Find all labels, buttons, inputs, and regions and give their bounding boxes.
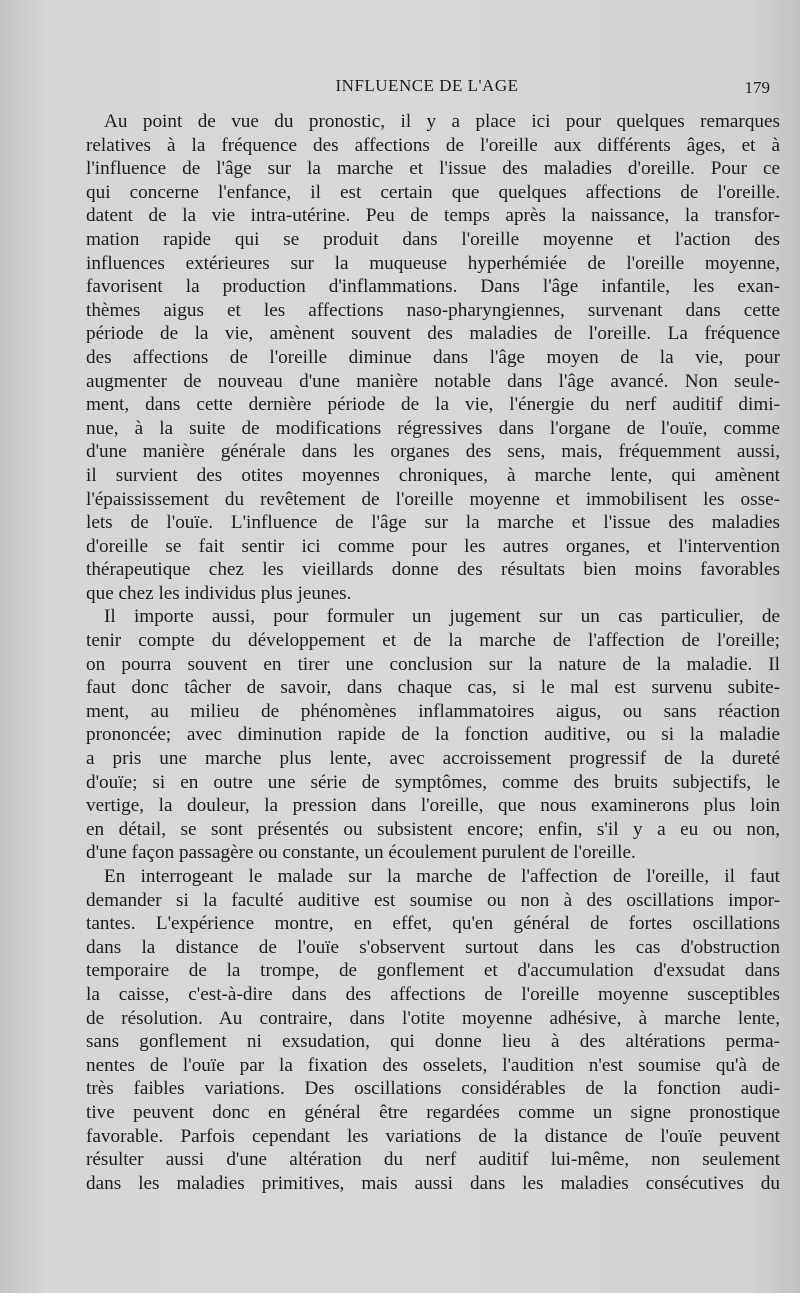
running-header bbox=[84, 74, 770, 102]
text-line: résulter aussi d'une altération du nerf auditif lui-même, non seulement bbox=[86, 1149, 780, 1171]
text-line: d'ouïe; si en outre une série de symptômes, comme des bruits subjectifs, le bbox=[86, 771, 780, 793]
text-line: de résolution. Au contraire, dans l'otite moyenne adhésive, à marche lente, bbox=[86, 1007, 780, 1029]
text-line: relatives à la fréquence des affections de l'oreille aux différents âges, et à bbox=[86, 134, 780, 156]
page-number: 179 bbox=[744, 78, 770, 97]
text-line: en détail, se sont présentés ou subsistent encore; enfin, s'il y a eu ou non, bbox=[86, 818, 780, 840]
text-line: mation rapide qui se produit dans l'oreille moyenne et l'action des bbox=[86, 228, 780, 250]
text-line: tantes. L'expérience montre, en effet, qu'en général de fortes oscillations bbox=[86, 913, 780, 935]
text-line: tive peuvent donc en général être regardées comme un signe pronostique bbox=[86, 1101, 780, 1123]
text-line: dans les maladies primitives, mais aussi dans les maladies consécutives du bbox=[86, 1172, 780, 1194]
text-line: Il importe aussi, pour formuler un jugement sur un cas particulier, de bbox=[104, 606, 780, 628]
text-line: période de la vie, amènent souvent des maladies de l'oreille. La fréquence bbox=[86, 323, 780, 345]
text-line: que chez les individus plus jeunes. bbox=[86, 582, 352, 604]
text-line: influences extérieures sur la muqueuse hyperhémiée de l'oreille moyenne, bbox=[86, 252, 780, 274]
text-line: des affections de l'oreille diminue dans l'âge moyen de la vie, pour bbox=[86, 346, 780, 368]
text-line: faut donc tâcher de savoir, dans chaque cas, si le mal est survenu subite- bbox=[86, 677, 780, 699]
text-line: qui concerne l'enfance, il est certain que quelques affections de l'oreille. bbox=[86, 181, 780, 203]
text-line: sans gonflement ni exsudation, qui donne lieu à des altérations perma- bbox=[86, 1031, 780, 1053]
text-line: lets de l'ouïe. L'influence de l'âge sur la marche et l'issue des maladies bbox=[86, 512, 780, 534]
text-line: la caisse, c'est-à-dire dans des affections de l'oreille moyenne susceptibles bbox=[86, 983, 780, 1005]
text-line: l'épaississement du revêtement de l'oreille moyenne et immobilisent les osse- bbox=[86, 488, 780, 510]
text-line: En interrogeant le malade sur la marche de l'affection de l'oreille, il faut bbox=[104, 866, 780, 887]
text-line: prononcée; avec diminution rapide de la fonction auditive, ou si la maladie bbox=[86, 724, 780, 746]
text-line: l'influence de l'âge sur la marche et l'issue des maladies d'oreille. Pour ce bbox=[86, 158, 780, 180]
text-line: datent de la vie intra-utérine. Peu de temps après la naissance, la transfor- bbox=[86, 205, 780, 227]
text-line: nue, à la suite de modifications régressives dans l'organe de l'ouïe, comme bbox=[86, 417, 780, 439]
text-line: thérapeutique chez les vieillards donne des résultats bien moins favorables bbox=[86, 559, 780, 581]
text-line: a pris une marche plus lente, avec accroissement progressif de la dureté bbox=[86, 748, 780, 770]
text-line: très faibles variations. Des oscillations considérables de la fonction audi- bbox=[86, 1078, 780, 1100]
text-line: tenir compte du développement et de la marche de l'affection de l'oreille; bbox=[86, 630, 780, 652]
text-line: Au point de vue du pronostic, il y a place ici pour quelques remarques bbox=[104, 111, 780, 132]
text-line: favorisent la production d'inflammations. Dans l'âge infantile, les exan- bbox=[86, 276, 780, 298]
text-line: d'une façon passagère ou constante, un écoulement purulent de l'oreille. bbox=[86, 842, 636, 864]
chapter-title: INFLUENCE DE L'AGE bbox=[335, 76, 519, 95]
text-line: il survient des otites moyennes chroniques, à marche lente, qui amènent bbox=[86, 464, 780, 486]
text-line: d'oreille se fait sentir ici comme pour les autres organes, et l'intervention bbox=[86, 535, 780, 557]
text-line: augmenter de nouveau d'une manière notable dans l'âge avancé. Non seule- bbox=[86, 370, 780, 392]
text-line: dans la distance de l'ouïe s'observent surtout dans les cas d'obstruction bbox=[86, 936, 780, 958]
text-line: favorable. Parfois cependant les variations de la distance de l'ouïe peuvent bbox=[86, 1125, 780, 1147]
text-line: vertige, la douleur, la pression dans l'oreille, que nous examinerons plus loin bbox=[86, 795, 780, 817]
text-line: thèmes aigus et les affections naso-pharyngiennes, survenant dans cette bbox=[86, 299, 780, 321]
text-line: demander si la faculté auditive est soumise ou non à des oscillations impor- bbox=[86, 889, 780, 911]
text-line: on pourra souvent en tirer une conclusion sur la nature de la maladie. Il bbox=[86, 653, 780, 675]
body-text bbox=[86, 110, 780, 1195]
text-line: ment, au milieu de phénomènes inflammatoires aigus, ou sans réaction bbox=[86, 700, 780, 722]
text-line: ment, dans cette dernière période de la vie, l'énergie du nerf auditif dimi- bbox=[86, 394, 780, 416]
text-line: nentes de l'ouïe par la fixation des osselets, l'audition n'est soumise qu'à de bbox=[86, 1054, 780, 1076]
text-line: temporaire de la trompe, de gonflement et d'accumulation d'exsudat dans bbox=[86, 960, 780, 982]
text-line: d'une manière générale dans les organes des sens, mais, fréquemment aussi, bbox=[86, 441, 780, 463]
